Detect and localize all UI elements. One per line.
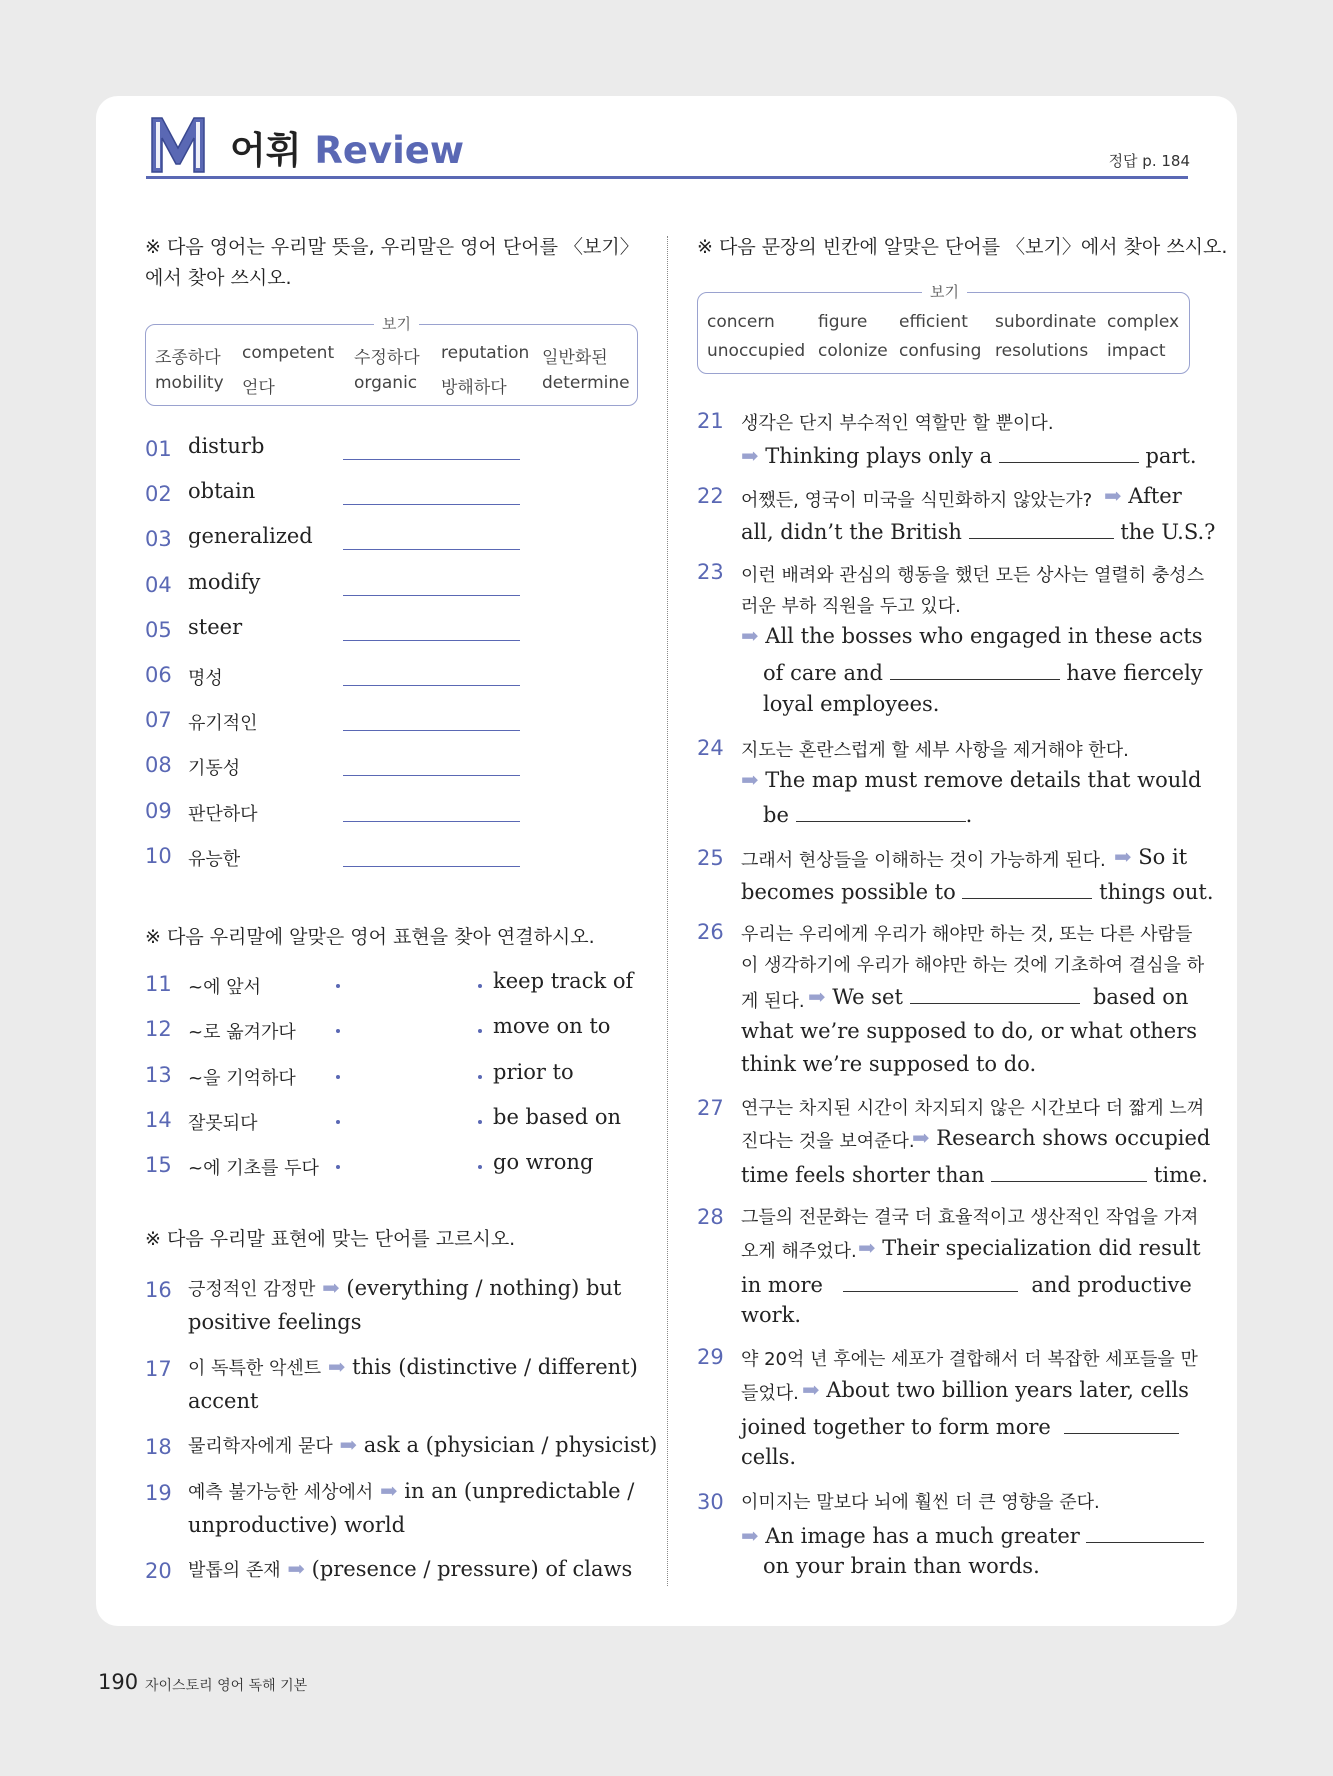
answer-blank[interactable] xyxy=(343,504,520,505)
choice-korean: 긍정적인 감정만 xyxy=(188,1279,316,1300)
q22-number: 22 xyxy=(697,484,724,508)
item-word: obtain xyxy=(188,479,256,504)
answer-reference: 정답 p. 184 xyxy=(1108,152,1190,170)
section-m-icon xyxy=(148,112,208,176)
match-korean: ~에 앞서 xyxy=(188,977,261,998)
q23-number: 23 xyxy=(697,560,724,584)
q26-blank[interactable] xyxy=(910,985,1080,1004)
match-number: 11 xyxy=(145,972,172,996)
match-dot-left[interactable] xyxy=(336,984,340,988)
sec4-word-box xyxy=(697,292,1190,374)
q27-korean-2: 진다는 것을 보여준다. xyxy=(741,1131,915,1152)
q27-korean-1: 연구는 차지된 시간이 차지되지 않은 시간보다 더 짧게 느껴 xyxy=(741,1098,1205,1119)
q26-number: 26 xyxy=(697,920,724,944)
q23-english-b: of care and have fiercely xyxy=(763,661,1203,685)
page-title: 어휘 Review xyxy=(230,129,465,172)
item-word: 기동성 xyxy=(188,758,241,780)
sec1-box-word: mobility xyxy=(155,373,224,393)
q28-english-a: ➡ Their specialization did result xyxy=(858,1236,1201,1260)
arrow-icon: ➡ xyxy=(373,1479,405,1503)
sec3-instruction: ※ 다음 우리말 표현에 맞는 단어를 고르시오. xyxy=(145,1228,516,1250)
q28-korean-1: 그들의 전문화는 결국 더 효율적이고 생산적인 작업을 가져 xyxy=(741,1207,1199,1228)
choice-line xyxy=(188,1351,638,1385)
answer-blank[interactable] xyxy=(343,821,520,822)
q26-korean-3: 게 된다. xyxy=(741,991,805,1012)
arrow-icon: ➡ xyxy=(1114,845,1132,869)
q25-number: 25 xyxy=(697,846,724,870)
q21-blank[interactable] xyxy=(999,444,1139,463)
choice-line xyxy=(188,1475,634,1509)
item-number: 06 xyxy=(145,663,172,687)
sec4-box-word: subordinate xyxy=(995,312,1097,332)
q25-english-b: becomes possible to things out. xyxy=(741,880,1214,904)
q22-english-b: all, didn’t the British the U.S.? xyxy=(741,520,1216,544)
item-word: 유능한 xyxy=(188,848,241,870)
sec4-box-word: figure xyxy=(818,312,868,332)
arrow-icon: ➡ xyxy=(808,985,826,1009)
q24-korean: 지도는 혼란스럽게 할 세부 사항을 제거해야 한다. xyxy=(741,740,1129,761)
sec4-box-word: impact xyxy=(1107,341,1166,361)
choice-line xyxy=(188,1429,657,1463)
sec1-box-word: 조종하다 xyxy=(155,348,221,368)
arrow-icon: ➡ xyxy=(858,1236,876,1260)
sec1-instruction: ※ 다음 영어는 우리말 뜻을, 우리말은 영어 단어를 〈보기〉에서 찾아 쓰시오. xyxy=(145,236,639,289)
q30-english-b: on your brain than words. xyxy=(763,1554,1040,1578)
column-divider xyxy=(667,236,668,1586)
item-number: 04 xyxy=(145,572,172,597)
match-dot-right[interactable] xyxy=(478,984,482,988)
q24-english-a: ➡ The map must remove details that would xyxy=(741,768,1202,792)
item-number: 01 xyxy=(145,437,172,461)
sec1-box-word: 일반화된 xyxy=(542,348,608,368)
item-number: 07 xyxy=(145,708,172,733)
q23-korean-2: 러운 부하 직원을 두고 있다. xyxy=(741,596,961,617)
choice-korean: 예측 불가능한 세상에서 xyxy=(188,1482,374,1503)
choice-number: 18 xyxy=(145,1435,172,1459)
sec4-box-word: efficient xyxy=(899,312,968,332)
item-word: steer xyxy=(188,614,243,639)
sec2-instruction: ※ 다음 우리말에 알맞은 영어 표현을 찾아 연결하시오. xyxy=(145,926,595,948)
q30-number: 30 xyxy=(697,1490,724,1514)
choice-korean: 발톱의 존재 xyxy=(188,1560,281,1581)
answer-blank[interactable] xyxy=(343,549,520,550)
answer-blank[interactable] xyxy=(343,775,520,776)
sec4-box-word: concern xyxy=(707,312,775,332)
item-number: 08 xyxy=(145,753,172,778)
match-number: 14 xyxy=(145,1107,172,1132)
item-number: 10 xyxy=(145,843,172,868)
q21-number: 21 xyxy=(697,409,724,433)
q23-korean-1: 이런 배려와 관심의 행동을 했던 모든 상사는 열렬히 충성스 xyxy=(741,565,1205,586)
answer-blank[interactable] xyxy=(343,640,520,641)
answer-blank[interactable] xyxy=(343,595,520,596)
item-word: generalized xyxy=(188,524,313,549)
q30-blank[interactable] xyxy=(1086,1524,1204,1543)
match-korean: ~에 기초를 두다 xyxy=(188,1158,319,1180)
match-english: go wrong xyxy=(493,1150,594,1175)
choice-korean: 물리학자에게 묻다 xyxy=(188,1436,333,1457)
q28-blank[interactable] xyxy=(843,1273,1018,1292)
sec1-box-word: 방해하다 xyxy=(441,378,507,398)
item-number: 09 xyxy=(145,798,172,823)
arrow-icon: ➡ xyxy=(912,1126,930,1150)
arrow-icon: ➡ xyxy=(332,1433,364,1457)
choice-line xyxy=(188,1553,632,1587)
q22-english-a: ➡ After xyxy=(1104,484,1182,508)
sec1-box-word: determine xyxy=(542,373,630,393)
answer-blank[interactable] xyxy=(343,459,520,460)
sec4-box-label: 보기 xyxy=(922,281,967,302)
q27-english-b: time feels shorter than time. xyxy=(741,1163,1209,1187)
q27-number: 27 xyxy=(697,1096,724,1120)
q24-number: 24 xyxy=(697,736,724,760)
arrow-icon: ➡ xyxy=(741,624,759,648)
q27-blank[interactable] xyxy=(991,1163,1147,1182)
match-dot-left[interactable] xyxy=(336,1075,340,1079)
match-english: keep track of xyxy=(493,969,634,993)
sec1-box-word: 수정하다 xyxy=(354,348,420,368)
arrow-icon: ➡ xyxy=(802,1378,820,1402)
match-english: move on to xyxy=(493,1014,611,1039)
choice-english[interactable]: this (distinctive / different) xyxy=(352,1355,638,1379)
header-rule xyxy=(146,176,1188,179)
match-number: 13 xyxy=(145,1062,172,1087)
match-korean: 잘못되다 xyxy=(188,1112,258,1134)
sec4-box-word: complex xyxy=(1107,312,1180,332)
choice-number: 20 xyxy=(145,1559,172,1583)
sec4-box-word: resolutions xyxy=(995,341,1089,361)
q23-english-a: ➡ All the bosses who engaged in these acts xyxy=(741,624,1203,648)
answer-blank[interactable] xyxy=(343,685,520,686)
choice-english[interactable]: in an (unpredictable / xyxy=(404,1479,635,1503)
q25-blank[interactable] xyxy=(962,880,1092,899)
choice-korean: 이 독특한 악센트 xyxy=(188,1358,322,1379)
match-dot-left[interactable] xyxy=(336,1120,340,1124)
q26-korean-1: 우리는 우리에게 우리가 해야만 하는 것, 또는 다른 사람들 xyxy=(741,924,1193,945)
q28-korean-2: 오게 해주었다. xyxy=(741,1241,857,1262)
sec1-box-word: 얻다 xyxy=(242,378,275,398)
match-korean: ~로 옮겨가다 xyxy=(188,1022,296,1044)
item-number: 03 xyxy=(145,527,172,552)
arrow-icon: ➡ xyxy=(321,1355,353,1379)
q29-number: 29 xyxy=(697,1345,724,1369)
q29-english-b: joined together to form more xyxy=(741,1411,1179,1444)
item-word: 판단하다 xyxy=(188,803,258,825)
item-word: modify xyxy=(188,569,261,594)
item-number: 02 xyxy=(145,482,172,507)
item-number: 05 xyxy=(145,617,172,642)
sec1-box-word: competent xyxy=(242,343,335,363)
q29-english-a: ➡ About two billion years later, cells xyxy=(802,1378,1189,1402)
q23-english-c: loyal employees. xyxy=(763,692,940,716)
choice-number: 16 xyxy=(145,1278,172,1302)
q30-english-a: ➡ An image has a much greater xyxy=(741,1520,1204,1553)
match-english: prior to xyxy=(493,1059,574,1084)
q27-english-a: ➡ Research shows occupied xyxy=(912,1126,1211,1150)
choice-english-cont: positive feelings xyxy=(188,1310,362,1334)
choice-english[interactable]: ask a (physician / physicist) xyxy=(363,1433,658,1457)
q26-korean-2: 이 생각하기에 우리가 해야만 하는 것에 기초하여 결심을 하 xyxy=(741,955,1205,976)
q28-english-c: work. xyxy=(741,1303,802,1327)
item-word: disturb xyxy=(188,434,265,458)
sec4-box-word: colonize xyxy=(818,341,888,361)
q26-english-c: think we’re supposed to do. xyxy=(741,1052,1037,1076)
q25-korean: 그래서 현상들을 이해하는 것이 가능하게 된다. xyxy=(741,850,1106,871)
arrow-icon: ➡ xyxy=(315,1276,347,1300)
sec1-box-word: reputation xyxy=(441,343,530,363)
sec4-box-word: unoccupied xyxy=(707,341,806,361)
match-korean: ~을 기억하다 xyxy=(188,1067,296,1089)
q22-blank[interactable] xyxy=(969,520,1114,539)
q24-blank[interactable] xyxy=(796,803,966,822)
q26-english-a: ➡ We set based on xyxy=(808,985,1189,1009)
q28-number: 28 xyxy=(697,1205,724,1229)
match-number: 12 xyxy=(145,1017,172,1042)
choice-line xyxy=(188,1272,621,1306)
item-word: 유기적인 xyxy=(188,713,258,735)
choice-english[interactable]: (presence / pressure) of claws xyxy=(311,1557,633,1581)
q29-blank[interactable] xyxy=(1064,1415,1179,1434)
match-dot-right[interactable] xyxy=(478,1075,482,1079)
answer-blank[interactable] xyxy=(343,866,520,867)
page-number: 190 xyxy=(98,1670,139,1694)
item-word: 명성 xyxy=(188,668,223,689)
q23-blank[interactable] xyxy=(890,661,1060,680)
q26-english-b: what we’re supposed to do, or what others xyxy=(741,1019,1198,1043)
q28-english-b: in more and productive xyxy=(741,1273,1192,1297)
sec4-box-word: confusing xyxy=(899,341,982,361)
q29-korean-2: 들었다. xyxy=(741,1383,799,1404)
match-english: be based on xyxy=(493,1104,621,1129)
q25-english-a: ➡ So it xyxy=(1114,845,1188,869)
choice-number: 17 xyxy=(145,1357,172,1381)
arrow-icon: ➡ xyxy=(280,1557,312,1581)
q21-korean: 생각은 단지 부수적인 역할만 할 뿐이다. xyxy=(741,413,1054,434)
sec1-box-label: 보기 xyxy=(374,313,419,334)
book-title: 자이스토리 영어 독해 기본 xyxy=(145,1678,308,1694)
q30-korean: 이미지는 말보다 뇌에 훨씬 더 큰 영향을 준다. xyxy=(741,1492,1100,1513)
q22-korean: 어쨌든, 영국이 미국을 식민화하지 않았는가? xyxy=(741,490,1093,511)
choice-english-cont: accent xyxy=(188,1389,259,1413)
sec1-box-word: organic xyxy=(354,373,418,393)
arrow-icon: ➡ xyxy=(741,1524,759,1548)
q29-korean-1: 약 20억 년 후에는 세포가 결합해서 더 복잡한 세포들을 만 xyxy=(741,1349,1198,1370)
match-number: 15 xyxy=(145,1153,172,1178)
q24-english-b: be . xyxy=(763,803,973,827)
choice-english[interactable]: (everything / nothing) but xyxy=(346,1276,622,1300)
sec4-instruction: ※ 다음 문장의 빈칸에 알맞은 단어를 〈보기〉에서 찾아 쓰시오. xyxy=(697,236,1228,258)
arrow-icon: ➡ xyxy=(741,444,759,468)
choice-english-cont: unproductive) world xyxy=(188,1513,406,1537)
answer-blank[interactable] xyxy=(343,730,520,731)
q21-english: ➡ Thinking plays only a part. xyxy=(741,444,1197,468)
arrow-icon: ➡ xyxy=(741,768,759,792)
match-dot-right[interactable] xyxy=(478,1120,482,1124)
choice-number: 19 xyxy=(145,1481,172,1505)
q29-english-c: cells. xyxy=(741,1445,797,1469)
arrow-icon: ➡ xyxy=(1104,484,1122,508)
